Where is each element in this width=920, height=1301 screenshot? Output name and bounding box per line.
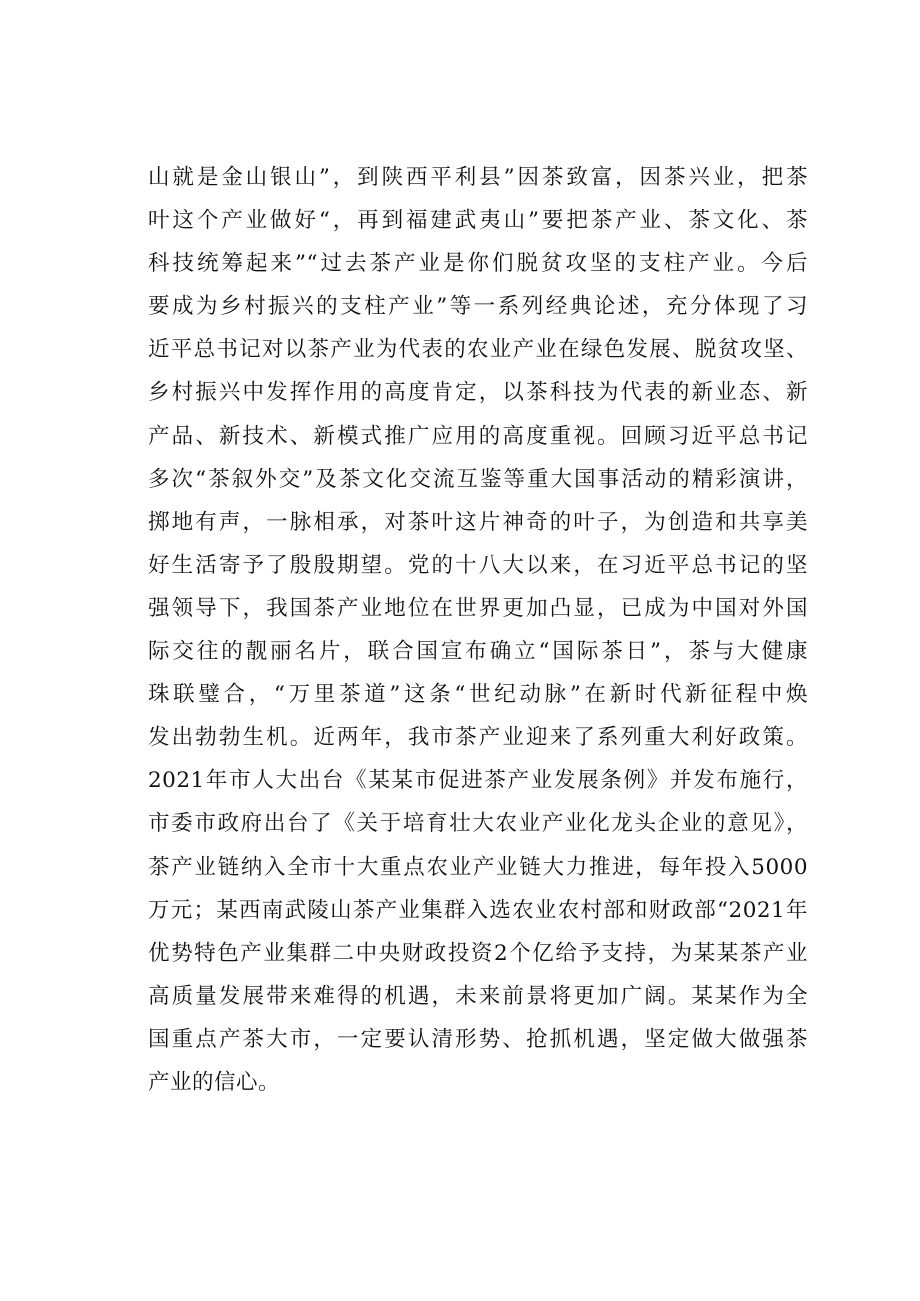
text-line: 山就是金山银山”，到陕西平利县”因茶致富，因茶兴业，把茶 [148, 165, 808, 190]
body-paragraph [148, 156, 808, 1104]
text-line: 多次“茶叙外交”及茶文化交流互鉴等重大国事活动的精彩演讲， [148, 466, 808, 492]
text-line: 万元；某西南武陵山茶产业集群入选农业农村部和财政部“2021年 [148, 897, 808, 923]
text-line-last: 产业的信心。 [148, 1069, 281, 1095]
text-line: 科技统筹起来”“过去茶产业是你们脱贫攻坚的支柱产业。今后 [148, 251, 808, 277]
text-line: 掷地有声，一脉相承，对茶叶这片神奇的叶子，为创造和共享美 [148, 509, 808, 535]
text-line: 市委市政府出台了《关于培育壮大农业产业化龙头企业的意见》， [148, 811, 808, 837]
text-line: 2021年市人大出台《某某市促进茶产业发展条例》并发布施行， [148, 768, 808, 794]
text-line: 茶产业链纳入全市十大重点农业产业链大力推进，每年投入5000 [148, 854, 808, 880]
text-line: 优势特色产业集群二中央财政投资2个亿给予支持，为某某茶产业 [148, 940, 808, 966]
text-line: 要成为乡村振兴的支柱产业”等一系列经典论述，充分体现了习 [148, 294, 808, 320]
text-line: 际交往的靓丽名片，联合国宣布确立“国际茶日”，茶与大健康 [148, 639, 808, 665]
text-line: 高质量发展带来难得的机遇，未来前景将更加广阔。某某作为全 [148, 983, 808, 1009]
text-line: 强领导下，我国茶产业地位在世界更加凸显，已成为中国对外国 [148, 595, 808, 621]
text-line: 珠联璧合，“万里茶道”这条“世纪动脉”在新时代新征程中焕 [148, 682, 808, 708]
text-line: 发出勃勃生机。近两年，我市茶产业迎来了系列重大利好政策。 [148, 725, 808, 751]
text-line: 国重点产茶大市，一定要认清形势、抢抓机遇，坚定做大做强茶 [148, 1026, 808, 1052]
text-line: 乡村振兴中发挥作用的高度肯定，以茶科技为代表的新业态、新 [148, 380, 808, 406]
text-line: 叶这个产业做好“，再到福建武夷山”要把茶产业、茶文化、茶 [148, 208, 808, 234]
text-line: 产品、新技术、新模式推广应用的高度重视。回顾习近平总书记 [148, 423, 808, 449]
text-line: 近平总书记对以茶产业为代表的农业产业在绿色发展、脱贫攻坚、 [148, 337, 808, 363]
text-line: 好生活寄予了殷殷期望。党的十八大以来，在习近平总书记的坚 [148, 552, 808, 578]
